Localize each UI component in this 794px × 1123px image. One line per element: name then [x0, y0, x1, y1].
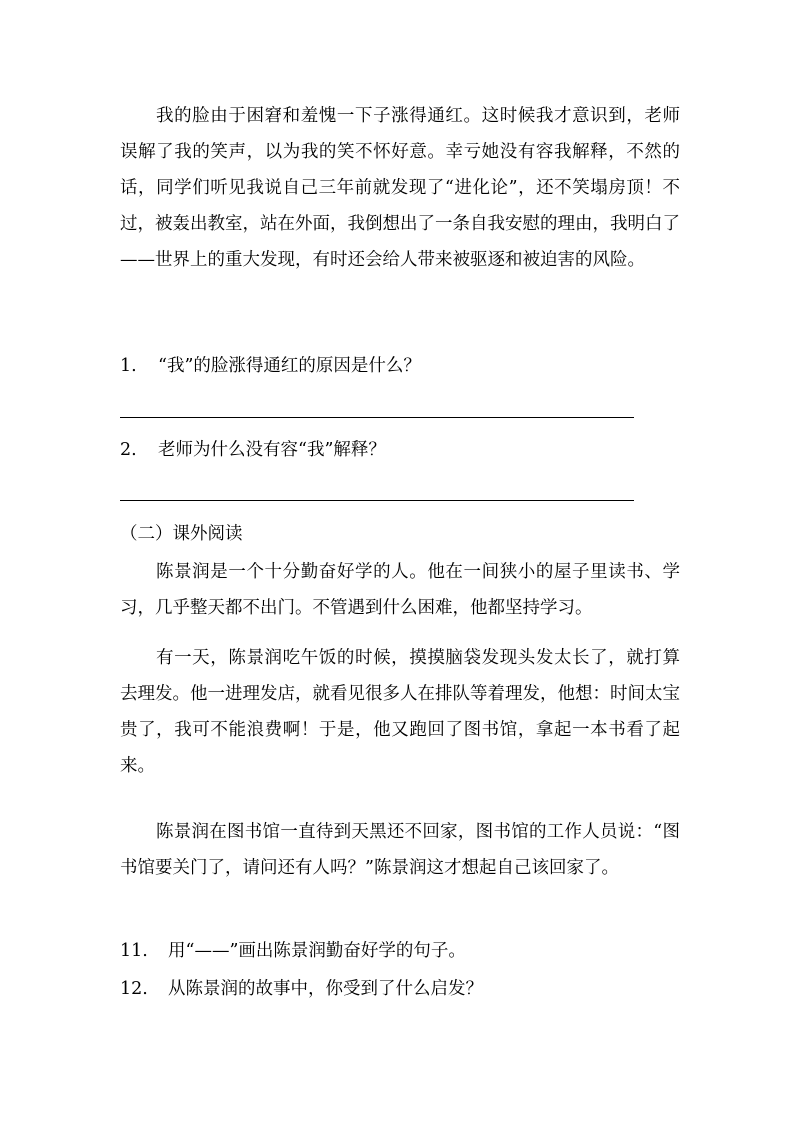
question-text: 用“——”画出陈景润勤奋好学的句子。 [168, 941, 466, 961]
question-number: 12. [120, 979, 148, 999]
reading-paragraph-2: 有一天，陈景润吃午饭的时候，摸摸脑袋发现头发太长了，就打算去理发。他一进理发店，就看见很多人在排队等着理发，他想：时间太宝贵了，我可不能浪费啊！于是，他又跑回了图书馆，拿起一本书看了起来。 [120, 648, 680, 776]
question-text: 老师为什么没有容“我”解释？ [158, 440, 386, 460]
question-number: 1. [120, 356, 137, 376]
question-12 [120, 971, 483, 1007]
question-number: 2. [120, 440, 137, 460]
answer-line-2[interactable] [120, 500, 634, 501]
section-heading: （二）课外阅读 [120, 524, 243, 544]
answer-line-1[interactable] [120, 417, 634, 418]
reading-paragraph-3: 陈景润在图书馆一直待到天黑还不回家，图书馆的工作人员说：“图书馆要关门了，请问还有人吗？”陈景润这才想起自己该回家了。 [120, 822, 680, 878]
question-1 [120, 348, 421, 384]
question-number: 11. [120, 941, 148, 961]
question-11 [120, 933, 466, 969]
passage-paragraph: 我的脸由于困窘和羞愧一下子涨得通红。这时候我才意识到，老师误解了我的笑声，以为我的笑不怀好意。幸亏她没有容我解释，不然的话，同学们听见我说自己三年前就发现了“进化论”，还不笑塌房顶！不过，被轰出教室，站在外面，我倒想出了一条自我安慰的理由，我明白了——世界上的重大发现，有时还会给人带来被驱逐和被迫害的风险。 [120, 106, 680, 270]
question-2 [120, 432, 386, 468]
question-text: “我”的脸涨得通红的原因是什么？ [158, 356, 421, 376]
reading-paragraph-1: 陈景润是一个十分勤奋好学的人。他在一间狭小的屋子里读书、学习，几乎整天都不出门。不管遇到什么困难，他都坚持学习。 [120, 562, 680, 618]
question-text: 从陈景润的故事中，你受到了什么启发？ [168, 979, 483, 999]
